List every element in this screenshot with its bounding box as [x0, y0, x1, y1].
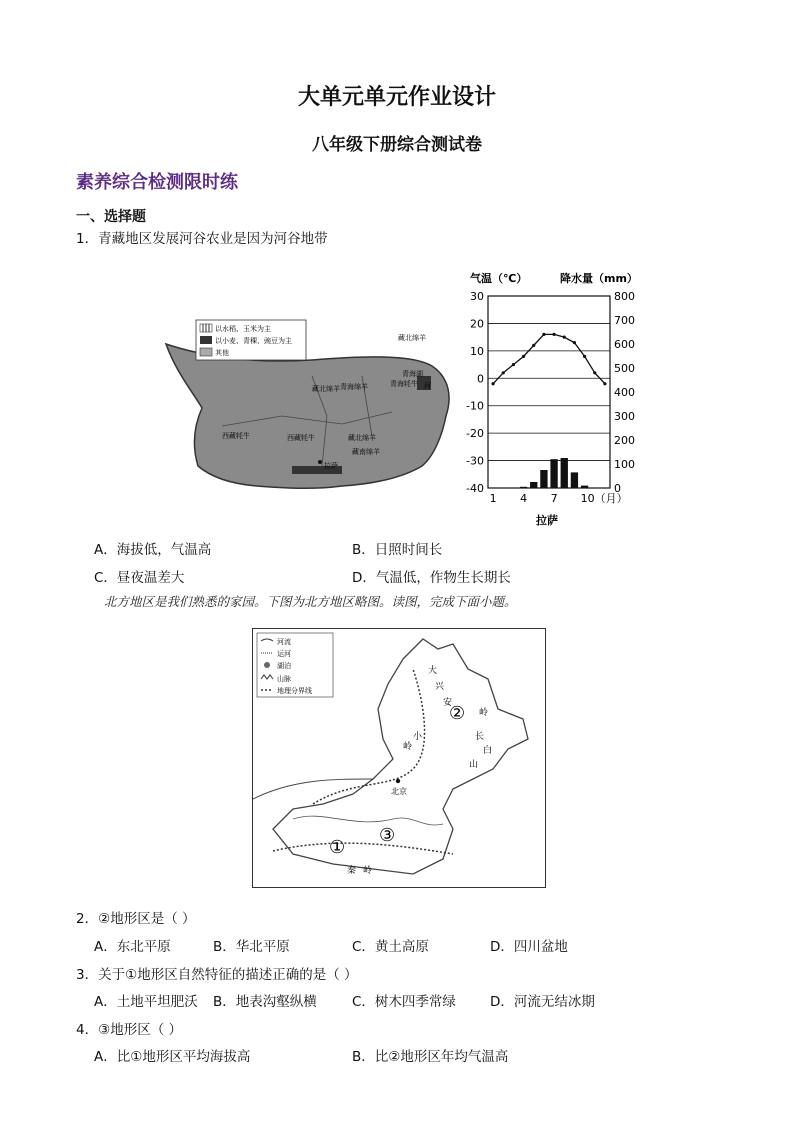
month-tick-label: 4	[520, 492, 528, 505]
map2-label: 秦	[347, 866, 357, 876]
northern-region-map	[252, 628, 546, 888]
map2-label: 山	[469, 760, 479, 770]
precip-bar	[571, 472, 578, 488]
map2-marker-1: ①	[329, 837, 346, 858]
q3-option-a[interactable]: A．土地平坦肥沃	[94, 994, 198, 1010]
temp-tick-label: 0	[477, 372, 484, 386]
q1-option-d[interactable]: D．气温低，作物生长期长	[352, 570, 511, 586]
precip-tick-label: 200	[614, 434, 635, 447]
precip-bar	[581, 486, 588, 488]
precip-tick-label: 100	[614, 458, 635, 471]
map2-label: 北京	[391, 787, 407, 796]
question-3-stem: 3．关于①地形区自然特征的描述正确的是（ ）	[76, 967, 358, 983]
map2-label: 大	[428, 666, 438, 676]
map1-legend-1: 以水稻、玉米为主	[215, 325, 271, 333]
temp-point	[491, 382, 494, 385]
map1-label: 藏北绵羊	[312, 385, 340, 393]
temp-tick-label: -30	[466, 454, 484, 468]
map1-label: 青海湖	[402, 370, 423, 378]
map2-label: 岭	[479, 708, 489, 718]
temp-point	[563, 336, 566, 339]
map1-label: 青海牦牛	[390, 380, 418, 388]
precip-tick-label: 0	[614, 482, 621, 495]
q3-option-c[interactable]: C．树木四季常绿	[352, 994, 456, 1010]
precip-tick-label: 400	[614, 386, 635, 399]
temp-point	[573, 341, 576, 344]
map2-legend-5: 地理分界线	[277, 687, 312, 695]
temp-point	[593, 371, 596, 374]
q1-option-c[interactable]: C．昼夜温差大	[94, 570, 185, 586]
map1-label: 青海绵羊	[340, 383, 368, 391]
question-4-stem: 4．③地形区（ ）	[76, 1022, 182, 1038]
map2-label: 岭	[403, 742, 413, 752]
temp-tick-label: -10	[466, 399, 484, 413]
map2-marker-2: ②	[449, 703, 466, 724]
q3-option-b[interactable]: B．地表沟壑纵横	[213, 994, 317, 1010]
precip-tick-label: 800	[614, 290, 635, 303]
map2-label: 安	[443, 698, 453, 708]
map1-legend-3: 其他	[215, 349, 229, 357]
temp-point	[512, 363, 515, 366]
station-name: 拉萨	[536, 514, 558, 527]
temp-tick-label: 30	[470, 290, 484, 303]
temp-point	[502, 371, 505, 374]
map2-label: 白	[483, 746, 493, 756]
precip-bar	[561, 458, 568, 488]
map2-label: 小	[413, 732, 423, 742]
question-2-stem: 2．②地形区是（ ）	[76, 911, 196, 927]
map1-label: 藏南绵羊	[352, 448, 380, 456]
precip-tick-label: 300	[614, 410, 635, 423]
temp-point	[542, 333, 545, 336]
q3-option-d[interactable]: D．河流无结冰期	[490, 994, 595, 1010]
map2-legend-3: 湖泊	[277, 662, 291, 670]
precip-tick-label: 500	[614, 362, 635, 375]
part-heading: 一、选择题	[76, 209, 146, 225]
temp-point	[522, 355, 525, 358]
map2-legend-2: 运河	[277, 650, 291, 658]
temp-point	[603, 382, 606, 385]
month-tick-label: 10（月）	[580, 492, 628, 505]
map2-label: 长	[475, 732, 485, 742]
q4-option-b[interactable]: B．比②地形区年均气温高	[352, 1049, 509, 1065]
q1-option-b[interactable]: B．日照时间长	[352, 542, 443, 558]
q4-option-a[interactable]: A．比①地形区平均海拔高	[94, 1049, 251, 1065]
month-tick-label: 7	[550, 492, 558, 505]
q2-option-c[interactable]: C．黄土高原	[352, 939, 429, 955]
temp-tick-label: 10	[470, 344, 484, 358]
temp-axis-title: 气温（℃）	[470, 272, 528, 285]
intro-text: 北方地区是我们熟悉的家园。下图为北方地区略图。读图，完成下面小题。	[104, 594, 517, 609]
map1-label: 河	[424, 382, 431, 390]
q2-option-b[interactable]: B．华北平原	[213, 939, 290, 955]
qinghai-tibet-map	[162, 316, 456, 506]
question-1-stem: 1．青藏地区发展河谷农业是因为河谷地带	[76, 231, 328, 247]
precip-bar	[520, 487, 527, 488]
precip-tick-label: 600	[614, 338, 635, 351]
temp-point	[552, 333, 555, 336]
map2-marker-3: ③	[379, 825, 396, 846]
page-subtitle: 八年级下册综合测试卷	[312, 135, 482, 155]
map2-label: 兴	[435, 682, 445, 692]
temp-point	[532, 344, 535, 347]
precip-axis-title: 降水量（mm）	[560, 272, 638, 285]
precip-bar	[540, 470, 547, 488]
precip-bar	[550, 459, 557, 488]
section-title: 素养综合检测限时练	[76, 172, 238, 193]
q2-option-a[interactable]: A．东北平原	[94, 939, 171, 955]
map1-label: 西藏牦牛	[222, 432, 250, 440]
temp-line	[493, 334, 605, 383]
month-tick-label: 1	[489, 492, 497, 505]
map2-legend-1: 河流	[277, 638, 291, 646]
precip-bar	[530, 482, 537, 488]
temp-tick-label: -20	[466, 427, 484, 441]
map2-label: 岭	[363, 866, 373, 876]
temp-tick-label: 20	[470, 317, 484, 331]
map1-legend-2: 以小麦、青稞、豌豆为主	[215, 337, 292, 345]
plot-frame	[488, 296, 610, 488]
map1-label: 藏北绵羊	[398, 334, 426, 342]
map2-legend-4: 山脉	[277, 675, 291, 683]
map1-label: 西藏牦牛	[287, 434, 315, 442]
map1-label: 拉萨	[324, 462, 338, 470]
temp-tick-label: -40	[466, 482, 484, 495]
q1-option-a[interactable]: A．海拔低，气温高	[94, 542, 212, 558]
q2-option-d[interactable]: D．四川盆地	[490, 939, 568, 955]
precip-tick-label: 700	[614, 314, 635, 327]
map1-label: 藏北绵羊	[348, 434, 376, 442]
lhasa-climate-chart	[458, 266, 644, 528]
page-title: 大单元单元作业设计	[297, 85, 496, 110]
temp-point	[583, 355, 586, 358]
